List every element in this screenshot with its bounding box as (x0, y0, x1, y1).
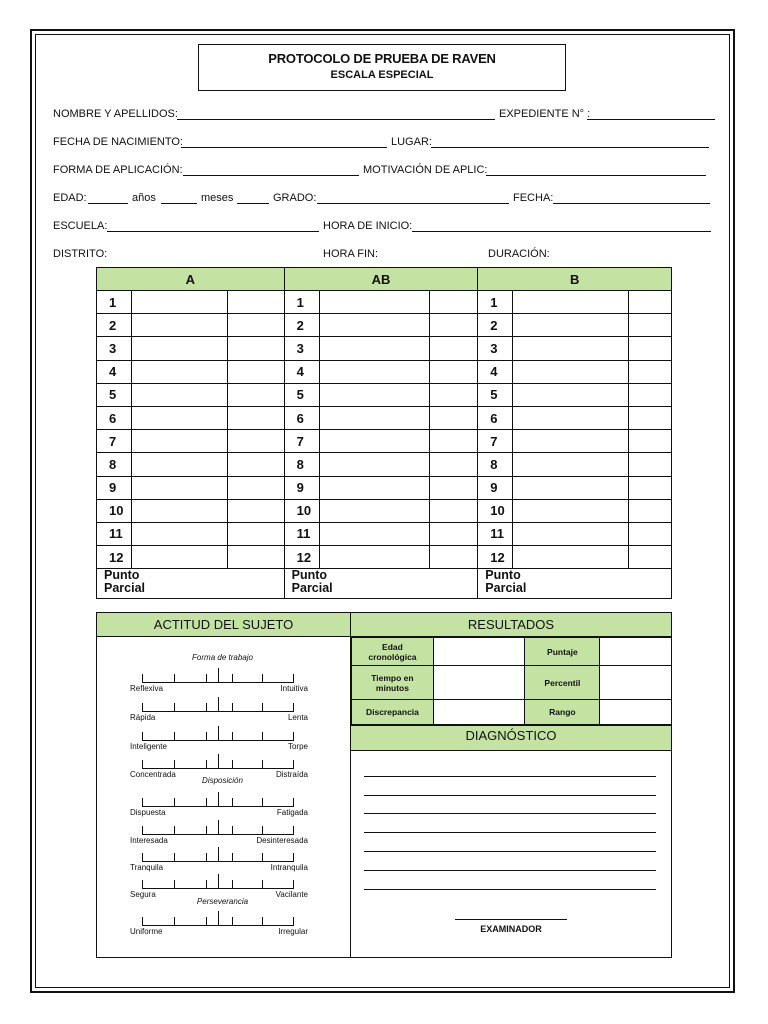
label-hora-inicio: HORA DE INICIO: (323, 220, 413, 232)
row-number: 9 (478, 476, 513, 499)
row-number: 2 (284, 314, 319, 337)
field-fecha[interactable] (553, 203, 710, 204)
score-cell[interactable] (629, 453, 672, 476)
row-number: 11 (284, 522, 319, 545)
rating-scale[interactable] (130, 732, 308, 754)
score-cell[interactable] (629, 360, 672, 383)
answer-cell[interactable] (319, 430, 430, 453)
table-row (97, 476, 672, 499)
diagnostico-line[interactable] (364, 851, 656, 852)
answer-cell[interactable] (319, 360, 430, 383)
field-escuela[interactable] (107, 231, 319, 232)
score-cell[interactable] (629, 337, 672, 360)
table-row (97, 453, 672, 476)
label-distrito: DISTRITO: (53, 248, 108, 258)
scale-left-label: Interesada (130, 836, 168, 845)
scale-right-label: Intranquila (270, 863, 308, 872)
answer-grid (96, 267, 672, 599)
actitud-header: ACTITUD DEL SUJETO (97, 613, 350, 637)
row-number: 6 (478, 406, 513, 429)
row-number: 5 (284, 383, 319, 406)
footer-line2: Parcial (104, 581, 146, 596)
punto-parcial-a (97, 569, 285, 599)
rating-scale[interactable] (130, 703, 308, 725)
score-cell[interactable] (430, 337, 478, 360)
scale-left-label: Rápida (130, 713, 156, 722)
score-cell[interactable] (227, 430, 284, 453)
scale-left-label: Segura (130, 890, 156, 899)
diagnostico-line[interactable] (364, 813, 656, 814)
field-meses-blank[interactable] (237, 203, 269, 204)
field-grado[interactable] (317, 203, 509, 204)
score-cell[interactable] (629, 291, 672, 314)
score-cell[interactable] (227, 453, 284, 476)
label-edad-cronologica (352, 638, 434, 666)
answer-cell[interactable] (513, 314, 629, 337)
answer-cell[interactable] (319, 499, 430, 522)
diagnostico-line[interactable] (364, 832, 656, 833)
edad-line1: Edad (382, 641, 403, 652)
examinador-signature-line[interactable] (455, 919, 567, 920)
answer-cell[interactable] (319, 383, 430, 406)
table-row (97, 522, 672, 545)
diagnostico-line[interactable] (364, 795, 656, 796)
score-cell[interactable] (227, 383, 284, 406)
row-number: 7 (97, 430, 132, 453)
answer-cell[interactable] (319, 546, 430, 569)
row-number: 6 (97, 406, 132, 429)
field-fecha-nacimiento[interactable] (181, 147, 387, 148)
label-grado: GRADO: (273, 192, 317, 204)
label-edad: EDAD: (53, 192, 87, 204)
field-hora-inicio[interactable] (412, 231, 711, 232)
row-number: 1 (97, 291, 132, 314)
label-nombre: NOMBRE Y APELLIDOS: (53, 108, 178, 120)
answer-cell[interactable] (319, 337, 430, 360)
table-row (97, 430, 672, 453)
diagnostico-line[interactable] (364, 776, 656, 777)
row-number: 10 (478, 499, 513, 522)
label-anos: años (132, 192, 156, 204)
answer-cell[interactable] (319, 453, 430, 476)
score-cell[interactable] (629, 314, 672, 337)
score-cell[interactable] (629, 383, 672, 406)
row-number: 5 (97, 383, 132, 406)
field-forma-aplicacion[interactable] (183, 175, 359, 176)
scale-section-title: Forma de trabajo (192, 653, 253, 662)
row-number: 3 (97, 337, 132, 360)
score-cell[interactable] (629, 499, 672, 522)
label-duracion: DURACIÓN: (488, 248, 550, 258)
row-number: 10 (284, 499, 319, 522)
scale-right-label: Distraída (275, 770, 308, 779)
value-puntaje[interactable] (600, 638, 672, 666)
label-fecha: FECHA: (513, 192, 554, 204)
value-discrepancia[interactable] (433, 700, 525, 725)
row-number: 10 (97, 499, 132, 522)
answer-cell[interactable] (131, 337, 227, 360)
field-expediente[interactable] (587, 119, 715, 120)
rating-scale[interactable] (130, 880, 308, 902)
score-cell[interactable] (227, 546, 284, 569)
footer-line2: Parcial (291, 581, 333, 596)
score-cell[interactable] (430, 406, 478, 429)
rating-scale[interactable] (130, 760, 308, 782)
table-row (97, 383, 672, 406)
score-cell[interactable] (227, 499, 284, 522)
row-number: 7 (478, 430, 513, 453)
row-number: 9 (284, 476, 319, 499)
score-cell[interactable] (430, 314, 478, 337)
label-tiempo (352, 666, 434, 700)
scale-left-label: Uniforme (130, 927, 163, 936)
row-number: 5 (478, 383, 513, 406)
value-tiempo[interactable] (433, 666, 525, 700)
scale-left-label: Inteligente (130, 742, 167, 751)
row-number: 11 (478, 522, 513, 545)
answer-cell[interactable] (131, 291, 227, 314)
score-cell[interactable] (430, 546, 478, 569)
answer-cell[interactable] (131, 383, 227, 406)
document-subtitle: ESCALA ESPECIAL (330, 69, 434, 81)
row-number: 1 (478, 291, 513, 314)
document-title: PROTOCOLO DE PRUEBA DE RAVEN (268, 51, 496, 66)
score-cell[interactable] (430, 430, 478, 453)
score-cell[interactable] (227, 337, 284, 360)
score-cell[interactable] (227, 360, 284, 383)
scale-right-label: Vacilante (275, 890, 308, 899)
row-number: 3 (284, 337, 319, 360)
footer-line2: Parcial (485, 581, 527, 596)
answer-cell[interactable] (513, 291, 629, 314)
score-cell[interactable] (430, 522, 478, 545)
answer-cell[interactable] (131, 499, 227, 522)
tiempo-line1: Tiempo en (371, 672, 414, 683)
score-cell[interactable] (629, 476, 672, 499)
score-cell[interactable] (430, 453, 478, 476)
answer-cell[interactable] (513, 430, 629, 453)
score-cell[interactable] (430, 499, 478, 522)
answer-cell[interactable] (319, 314, 430, 337)
scale-left-label: Dispuesta (130, 808, 166, 817)
scale-right-label: Intuitiva (280, 684, 308, 693)
scale-right-label: Irregular (278, 927, 308, 936)
answer-cell[interactable] (319, 406, 430, 429)
label-rango: Rango (525, 700, 600, 725)
row-number: 4 (478, 360, 513, 383)
answer-cell[interactable] (319, 291, 430, 314)
field-motivacion[interactable] (486, 175, 706, 176)
scale-left-label: Tranquila (130, 863, 164, 872)
row-number: 8 (97, 453, 132, 476)
score-cell[interactable] (629, 406, 672, 429)
row-number: 12 (478, 546, 513, 569)
answer-cell[interactable] (131, 546, 227, 569)
rating-scale[interactable] (130, 798, 308, 820)
scale-left-label: Reflexiva (130, 684, 163, 693)
score-cell[interactable] (227, 476, 284, 499)
row-number: 8 (284, 453, 319, 476)
row-number: 7 (284, 430, 319, 453)
table-row (97, 406, 672, 429)
row-number: 2 (97, 314, 132, 337)
scale-right-label: Torpe (287, 742, 308, 751)
score-cell[interactable] (227, 314, 284, 337)
rating-scale[interactable] (130, 826, 308, 848)
tiempo-line2: minutos (375, 682, 409, 693)
answer-cell[interactable] (131, 476, 227, 499)
value-edad-cronologica[interactable] (433, 638, 525, 666)
scale-section-title: Perseverancia (196, 897, 249, 906)
answer-cell[interactable] (131, 522, 227, 545)
punto-parcial-ab (284, 569, 478, 599)
table-row (97, 499, 672, 522)
scale-section-title: Disposición (202, 776, 243, 785)
column-header-b: B (478, 268, 672, 291)
answer-cell[interactable] (131, 406, 227, 429)
field-nombre[interactable] (177, 119, 495, 120)
label-forma-aplicacion: FORMA DE APLICACIÓN: (53, 164, 183, 176)
row-number: 4 (97, 360, 132, 383)
label-escuela: ESCUELA: (53, 220, 108, 232)
row-number: 2 (478, 314, 513, 337)
label-fecha-nacimiento: FECHA DE NACIMIENTO: (53, 136, 183, 148)
label-lugar: LUGAR: (391, 136, 432, 148)
label-hora-fin: HORA FIN: (323, 248, 379, 258)
answer-cell[interactable] (513, 476, 629, 499)
answer-cell[interactable] (131, 360, 227, 383)
scale-left-label: Concentrada (130, 770, 176, 779)
scale-right-label: Fatigada (276, 808, 308, 817)
label-puntaje: Puntaje (525, 638, 600, 666)
footer-line1: Punto (291, 568, 328, 583)
answer-cell[interactable] (513, 522, 629, 545)
row-number: 9 (97, 476, 132, 499)
rating-scale[interactable] (130, 917, 308, 939)
score-cell[interactable] (629, 522, 672, 545)
answer-cell[interactable] (319, 522, 430, 545)
row-number: 3 (478, 337, 513, 360)
table-row (97, 337, 672, 360)
table-row (97, 360, 672, 383)
diagnostico-line[interactable] (364, 889, 656, 890)
resultados-table (351, 637, 672, 725)
title-box (198, 44, 566, 91)
column-header-a: A (97, 268, 285, 291)
score-cell[interactable] (430, 383, 478, 406)
label-percentil: Percentil (525, 666, 600, 700)
scale-right-label: Lenta (287, 713, 308, 722)
table-row (97, 291, 672, 314)
score-cell[interactable] (227, 291, 284, 314)
answer-cell[interactable] (513, 499, 629, 522)
table-row (97, 546, 672, 569)
label-motivacion: MOTIVACIÓN DE APLIC: (363, 164, 488, 176)
answer-cell[interactable] (131, 430, 227, 453)
answer-cell[interactable] (513, 383, 629, 406)
row-number: 4 (284, 360, 319, 383)
label-meses: meses (201, 192, 234, 204)
answer-cell[interactable] (513, 337, 629, 360)
row-number: 11 (97, 522, 132, 545)
row-number: 6 (284, 406, 319, 429)
field-edad-meses[interactable] (161, 203, 197, 204)
footer-line1: Punto (485, 568, 521, 583)
resultados-header: RESULTADOS (351, 613, 671, 637)
field-edad-anos[interactable] (88, 203, 128, 204)
table-row (97, 314, 672, 337)
rating-scale[interactable] (130, 853, 308, 875)
answer-cell[interactable] (513, 546, 629, 569)
row-number: 12 (97, 546, 132, 569)
score-cell[interactable] (430, 476, 478, 499)
field-lugar[interactable] (431, 147, 709, 148)
scale-right-label: Desinteresada (256, 836, 308, 845)
score-cell[interactable] (227, 406, 284, 429)
answer-cell[interactable] (131, 314, 227, 337)
answer-cell[interactable] (131, 453, 227, 476)
answer-cell[interactable] (513, 453, 629, 476)
value-percentil[interactable] (600, 666, 672, 700)
label-discrepancia: Discrepancia (352, 700, 434, 725)
value-rango[interactable] (600, 700, 672, 725)
punto-parcial-b (478, 569, 672, 599)
edad-line2: cronológica (368, 651, 417, 662)
row-number: 1 (284, 291, 319, 314)
examinador-label: EXAMINADOR (480, 924, 542, 934)
diagnostico-line[interactable] (364, 870, 656, 871)
answer-cell[interactable] (513, 360, 629, 383)
score-cell[interactable] (629, 430, 672, 453)
personal-fields (53, 108, 718, 258)
answer-cell[interactable] (513, 406, 629, 429)
label-expediente: EXPEDIENTE N° : (499, 108, 591, 120)
rating-scale[interactable] (130, 674, 308, 696)
score-cell[interactable] (227, 522, 284, 545)
answer-cell[interactable] (319, 476, 430, 499)
column-header-ab: AB (284, 268, 478, 291)
score-cell[interactable] (430, 291, 478, 314)
row-number: 8 (478, 453, 513, 476)
footer-line1: Punto (104, 568, 140, 583)
score-cell[interactable] (629, 546, 672, 569)
diagnostico-header: DIAGNÓSTICO (351, 725, 671, 751)
score-cell[interactable] (430, 360, 478, 383)
row-number: 12 (284, 546, 319, 569)
